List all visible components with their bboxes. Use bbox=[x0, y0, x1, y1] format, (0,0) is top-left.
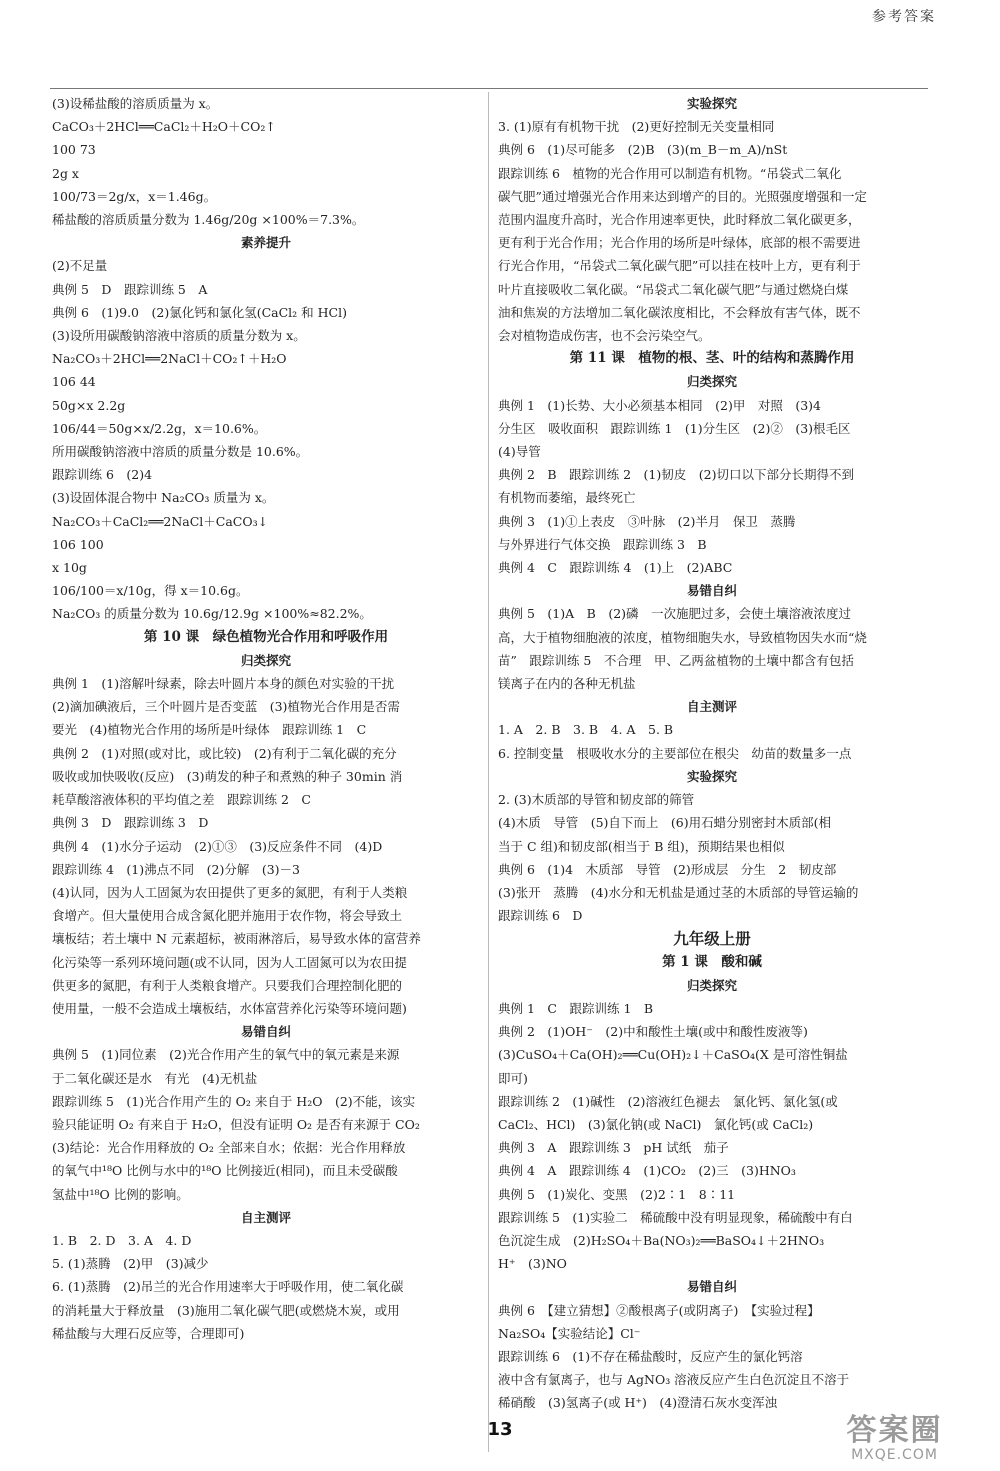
answer-line: 食增产。但大量使用合成含氮化肥并施用于农作物，将会导致土 bbox=[52, 908, 403, 924]
answer-line: Na₂CO₃＋CaCl₂══2NaCl＋CaCO₃↓ bbox=[52, 513, 269, 529]
answer-line: CaCl₂、HCl) (3)氯化钠(或 NaCl) 氯化钙(或 CaCl₂) bbox=[498, 1116, 814, 1132]
answer-line: 稀盐酸的溶质质量分数为 1.46g/20g ×100%＝7.3%。 bbox=[52, 212, 365, 228]
answer-line: Na₂CO₃＋2HCl══2NaCl＋CO₂↑＋H₂O bbox=[52, 351, 287, 367]
answer-line: 典例 6 (1)4 木质部 导管 (2)形成层 分生 2 韧皮部 bbox=[498, 861, 837, 877]
grade-heading: 九年级上册 bbox=[673, 929, 751, 949]
answer-line: (3)结论：光合作用释放的 O₂ 全部来自水；依据：光合作用释放 bbox=[52, 1140, 406, 1156]
column-divider bbox=[488, 92, 489, 1452]
right-column bbox=[498, 92, 926, 1415]
answer-line: 典例 5 (1)同位素 (2)光合作用产生的氧气中的氧元素是来源 bbox=[52, 1047, 400, 1063]
page-header-title: 参考答案 bbox=[872, 9, 936, 25]
answer-line: 镁离子在内的各种无机盐 bbox=[498, 676, 636, 692]
answer-line: 6. (1)蒸腾 (2)吊兰的光合作用速率大于呼吸作用，使二氧化碳 bbox=[52, 1279, 404, 1295]
section-heading: 易错自纠 bbox=[240, 1024, 291, 1040]
answer-line: 化污染等一系列环境问题(或不认同，因为人工固氮可以为农田提 bbox=[52, 954, 407, 970]
answer-line: (3)设固体混合物中 Na₂CO₃ 质量为 x。 bbox=[52, 490, 275, 506]
answer-line: 106 44 bbox=[52, 374, 96, 390]
answer-line: 高，大于植物细胞液的浓度，植物细胞失水，导致植物因失水而“烧 bbox=[498, 629, 867, 645]
answer-line: 供更多的氮肥，有利于人类粮食增产。只要我们合理控制化肥的 bbox=[52, 977, 403, 993]
answer-line: 当于 C 组)和韧皮部(相当于 B 组)，预期结果也相似 bbox=[498, 838, 785, 854]
section-heading: 易错自纠 bbox=[686, 1279, 737, 1295]
left-column bbox=[52, 92, 480, 1345]
answer-line: 耗草酸溶液体积的平均值之差 跟踪训练 2 C bbox=[52, 792, 311, 808]
answer-line: 更有利于光合作用；光合作用的场所是叶绿体，底部的根不需要进 bbox=[498, 235, 861, 251]
answer-line: 与外界进行气体交换 跟踪训练 3 B bbox=[498, 536, 707, 552]
answer-line: 使用量，一般不会造成土壤板结，水体富营养化污染等环境问题) bbox=[52, 1000, 407, 1016]
answer-line: Na₂SO₄【实验结论】Cl⁻ bbox=[498, 1325, 641, 1341]
answer-line: 典例 1 (1)长势、大小必须基本相同 (2)甲 对照 (3)4 bbox=[498, 397, 821, 413]
answer-line: 典例 1 C 跟踪训练 1 B bbox=[498, 1000, 654, 1016]
section-heading: 实验探究 bbox=[686, 768, 737, 784]
answer-line: (3)张开 蒸腾 (4)水分和无机盐是通过茎的木质部的导管运输的 bbox=[498, 884, 859, 900]
answer-line: 106/100＝x/10g，得 x＝10.6g。 bbox=[52, 583, 249, 599]
answer-line: 吸收或加快吸收(反应) (3)萌发的种子和煮熟的种子 30min 消 bbox=[52, 768, 403, 784]
answer-line: 100/73＝2g/x，x＝1.46g。 bbox=[52, 188, 217, 204]
header-rule bbox=[50, 88, 928, 89]
watermark-text: 答案圈 bbox=[846, 1413, 943, 1448]
answer-line: 典例 4 (1)水分子运动 (2)①③ (3)反应条件不同 (4)D bbox=[52, 838, 383, 854]
answer-line: 所用碳酸钠溶液中溶质的质量分数是 10.6%。 bbox=[52, 444, 309, 460]
section-heading: 归类探究 bbox=[686, 977, 737, 993]
answer-line: 典例 5 (1)A B (2)磷 一次施肥过多，会使土壤溶液浓度过 bbox=[498, 606, 852, 622]
answer-line: 碳气肥”通过增强光合作用来达到增产的目的。光照强度增强和一定 bbox=[498, 188, 867, 204]
watermark-url: MXQE.COM bbox=[851, 1447, 938, 1463]
page-number: 13 bbox=[487, 1419, 513, 1440]
section-heading: 易错自纠 bbox=[686, 583, 737, 599]
section-heading: 实验探究 bbox=[686, 96, 737, 111]
answer-line: 氢盐中¹⁸O 比例的影响。 bbox=[52, 1186, 189, 1202]
answer-line: (4)认同，因为人工固氮为农田提供了更多的氮肥，有利于人类粮 bbox=[52, 884, 408, 900]
answer-line: CaCO₃＋2HCl══CaCl₂＋H₂O＋CO₂↑ bbox=[52, 119, 276, 135]
answer-line: 稀盐酸与大理石反应等，合理即可) bbox=[52, 1325, 245, 1341]
answer-line: 50g×x 2.2g bbox=[52, 397, 126, 413]
answer-line: 1. A 2. B 3. B 4. A 5. B bbox=[498, 722, 674, 738]
answer-line: 跟踪训练 6 植物的光合作用可以制造有机物。“吊袋式二氧化 bbox=[498, 165, 842, 181]
answer-line: 典例 3 D 跟踪训练 3 D bbox=[52, 815, 209, 831]
lesson-title: 第 1 课 酸和碱 bbox=[662, 953, 762, 970]
answer-line: (3)设稀盐酸的溶质质量为 x。 bbox=[52, 96, 219, 111]
answer-line: (3)CuSO₄＋Ca(OH)₂══Cu(OH)₂↓＋CaSO₄(X 是可溶性铜盐 bbox=[498, 1047, 848, 1063]
answer-line: 跟踪训练 6 D bbox=[498, 908, 583, 924]
answer-line: 叶片直接吸收二氧化碳。“吊袋式二氧化碳气肥”与通过燃烧白煤 bbox=[498, 281, 849, 297]
answer-line: 跟踪训练 6 (1)不存在稀盐酸时，反应产生的氯化钙溶 bbox=[498, 1348, 803, 1364]
answer-line: 典例 2 (1)对照(或对比，或比较) (2)有利于二氧化碳的充分 bbox=[52, 745, 397, 761]
answer-line: 典例 1 (1)溶解叶绿素，除去叶圆片本身的颜色对实验的干扰 bbox=[52, 676, 395, 692]
answer-line: 跟踪训练 6 (2)4 bbox=[52, 467, 153, 483]
answer-line: 100 73 bbox=[52, 142, 96, 158]
section-heading: 素养提升 bbox=[240, 235, 291, 251]
answer-line: H⁺ (3)NO bbox=[498, 1256, 567, 1272]
answer-line: 苗” 跟踪训练 5 不合理 甲、乙两盆植物的土壤中都含有包括 bbox=[498, 652, 854, 668]
answer-line: 即可) bbox=[498, 1070, 528, 1086]
section-heading: 归类探究 bbox=[686, 374, 737, 390]
answer-line: 典例 4 C 跟踪训练 4 (1)上 (2)ABC bbox=[498, 560, 733, 576]
answer-line: 分生区 吸收面积 跟踪训练 1 (1)分生区 (2)② (3)根毛区 bbox=[498, 420, 851, 436]
answer-line: 会对植物造成伤害，也不会污染空气。 bbox=[498, 328, 711, 344]
lesson-title: 第 10 课 绿色植物光合作用和呼吸作用 bbox=[143, 628, 389, 645]
answer-line: (4)导管 bbox=[498, 444, 541, 460]
answer-line: 的消耗量大于释放量 (3)施用二氧化碳气肥(或燃烧木炭，或用 bbox=[52, 1302, 400, 1318]
answer-line: 油和焦炭的方法增加二氧化碳浓度相比，不会释放有害气体，既不 bbox=[498, 304, 861, 320]
answer-line: 6. 控制变量 根吸收水分的主要部位在根尖 幼苗的数量多一点 bbox=[498, 745, 852, 761]
answer-line: 5. (1)蒸腾 (2)甲 (3)减少 bbox=[52, 1256, 209, 1272]
answer-line: 壤板结；若土壤中 N 元素超标，被雨淋溶后，易导致水体的富营养 bbox=[52, 931, 421, 947]
answer-line: 106 100 bbox=[52, 536, 104, 552]
answer-line: 跟踪训练 5 (1)实验二 稀硫酸中没有明显现象，稀硫酸中有白 bbox=[498, 1209, 853, 1225]
answer-line: 典例 6 【建立猜想】②酸根离子(或阴离子) 【实验过程】 bbox=[498, 1302, 820, 1318]
answer-line: 跟踪训练 5 (1)光合作用产生的 O₂ 来自于 H₂O (2)不能，该实 bbox=[52, 1093, 416, 1109]
watermark-logo bbox=[807, 1415, 982, 1467]
answer-line: 2. (3)木质部的导管和韧皮部的筛管 bbox=[498, 792, 695, 808]
answer-line: 跟踪训练 4 (1)沸点不同 (2)分解 (3)－3 bbox=[52, 861, 300, 877]
answer-line: 色沉淀生成 (2)H₂SO₄＋Ba(NO₃)₂══BaSO₄↓＋2HNO₃ bbox=[498, 1232, 825, 1248]
answer-line: 1. B 2. D 3. A 4. D bbox=[52, 1232, 192, 1248]
answer-line: 典例 5 D 跟踪训练 5 A bbox=[52, 281, 208, 297]
answer-line: 106/44＝50g×x/2.2g，x＝10.6%。 bbox=[52, 420, 267, 436]
answer-line: 的氧气中¹⁸O 比例与水中的¹⁸O 比例接近(相同)，而且未受碳酸 bbox=[52, 1163, 398, 1179]
answer-line: 典例 6 (1)9.0 (2)氯化钙和氯化氢(CaCl₂ 和 HCl) bbox=[52, 304, 347, 320]
answer-line: Na₂CO₃ 的质量分数为 10.6g/12.9g ×100%≈82.2%。 bbox=[52, 606, 372, 622]
answer-line: 范围内温度升高时，光合作用速率更快，此时释放二氧化碳更多， bbox=[498, 212, 861, 228]
answer-line: 典例 3 A 跟踪训练 3 pH 试纸 茄子 bbox=[498, 1140, 729, 1156]
answer-line: 2g x bbox=[52, 165, 79, 181]
answer-line: x 10g bbox=[52, 560, 87, 576]
answer-line: (3)设所用碳酸钠溶液中溶质的质量分数为 x。 bbox=[52, 328, 306, 344]
answer-line: (2)滴加碘液后，三个叶圆片是否变蓝 (3)植物光合作用是否需 bbox=[52, 699, 400, 715]
answer-line: 验只能证明 O₂ 有来自于 H₂O，但没有证明 O₂ 是否有来源于 CO₂ bbox=[52, 1116, 420, 1132]
answer-line: 典例 4 A 跟踪训练 4 (1)CO₂ (2)三 (3)HNO₃ bbox=[498, 1163, 796, 1179]
answer-line: (2)不足量 bbox=[52, 258, 108, 274]
answer-line: 有机物而萎缩，最终死亡 bbox=[498, 490, 636, 506]
section-heading: 归类探究 bbox=[240, 652, 291, 668]
answer-line: 液中含有氯离子，也与 AgNO₃ 溶液反应产生白色沉淀且不溶于 bbox=[498, 1372, 850, 1388]
answer-line: 典例 2 (1)OH⁻ (2)中和酸性土壤(或中和酸性废液等) bbox=[498, 1024, 808, 1040]
answer-line: 典例 2 B 跟踪训练 2 (1)韧皮 (2)切口以下部分长期得不到 bbox=[498, 467, 854, 483]
answer-line: (4)木质 导管 (5)自下而上 (6)用石蜡分别密封木质部(相 bbox=[498, 815, 831, 831]
answer-line: 要光 (4)植物光合作用的场所是叶绿体 跟踪训练 1 C bbox=[52, 722, 367, 738]
answer-line: 典例 3 (1)①上表皮 ③叶脉 (2)半月 保卫 蒸腾 bbox=[498, 513, 796, 529]
section-heading: 自主测评 bbox=[240, 1209, 291, 1225]
section-heading: 自主测评 bbox=[686, 699, 737, 715]
answer-line: 稀硝酸 (3)氢离子(或 H⁺) (4)澄清石灰水变浑浊 bbox=[498, 1395, 778, 1411]
answer-line: 跟踪训练 2 (1)碱性 (2)溶液红色褪去 氯化钙、氯化氢(或 bbox=[498, 1093, 838, 1109]
answer-line: 3. (1)原有有机物干扰 (2)更好控制无关变量相同 bbox=[498, 119, 775, 135]
lesson-title: 第 11 课 植物的根、茎、叶的结构和蒸腾作用 bbox=[569, 350, 855, 367]
answer-line: 典例 6 (1)尽可能多 (2)B (3)(m_B－m_A)/nSt bbox=[498, 142, 788, 158]
answer-line: 行光合作用，“吊袋式二氧化碳气肥”可以挂在枝叶上方，更有利于 bbox=[498, 258, 861, 274]
answer-line: 典例 5 (1)炭化、变黑 (2)2∶1 8∶11 bbox=[498, 1186, 736, 1202]
answer-line: 于二氧化碳还是水 有光 (4)无机盐 bbox=[52, 1070, 258, 1086]
